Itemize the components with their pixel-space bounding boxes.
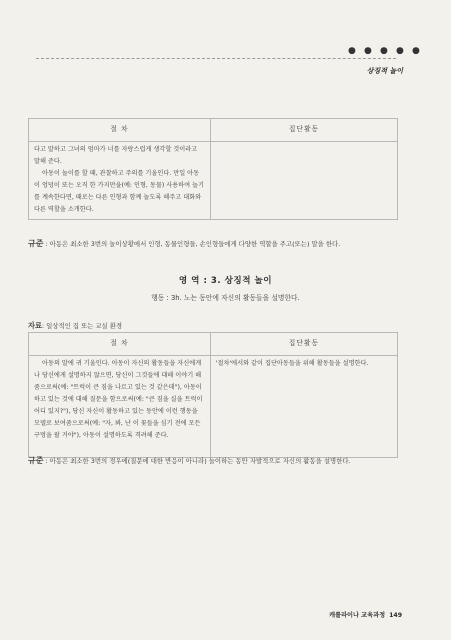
materials-text: : 일상적인 집 또는 교실 환경 [41,322,123,330]
criterion-body: : 아동은 최소한 3번의 경우에(질문에 대한 반응이 아니라) 놀이하는 동안 자발적으로 자신의 활동을 설명한다. [45,457,351,465]
criterion-text [28,238,400,250]
procedure-cell [29,142,211,220]
domain-heading: 영 역 : 3. 상징적 놀이 [178,276,273,286]
column-header-procedure: 절 차 [29,119,211,142]
procedure-table [28,332,398,458]
page-number: 149 [389,612,402,619]
materials-label: 자료 [28,321,42,330]
procedure-paragraph: 다고 말하고 그녀의 엄마가 너를 자랑스럽게 생각할 것이라고 말해 준다. [34,146,198,165]
group-activity-text: '절차'에서와 같이 집단아동들을 위해 활동들을 설명한다. [215,360,369,367]
materials-line [28,321,122,331]
column-header-group-activity: 집단활동 [210,119,397,142]
column-header-group-activity: 집단활동 [210,333,397,356]
procedure-table-continued [28,118,398,220]
group-activity-cell [210,142,397,220]
group-activity-cell [210,356,397,458]
book-title: 캐롤라이나 교육과정 [329,612,386,619]
header-dots: ● ● ● ● ● [348,46,423,56]
column-header-procedure: 절 차 [29,333,211,356]
procedure-cell [29,356,211,458]
criterion-text [28,455,400,467]
criterion-body: : 아동은 최소한 3번의 놀이상황에서 인형, 동물인형들, 손인형들에게 다양한 역할을 주고(또는) 말을 한다. [45,240,341,248]
header-divider [36,58,396,59]
criterion-label: 규준 [28,239,44,248]
page-footer [329,610,402,619]
procedure-paragraph: 아동이 놀이를 할 때, 관찰하고 주의를 기울인다. 만일 아동이 엉덩이 또는 오직 한 가지만을(예: 인형, 동물) 사용하여 놀기를 계속한다면, 때로는 다른 인형과 함께 놀도록 해주고 대화와 다른 역할을 소개한다. [34,170,205,213]
criterion-label: 규준 [28,456,44,465]
running-section-title: 상징적 놀이 [366,67,403,75]
behavior-heading: 행동 : 3h. 노는 동안에 자신의 활동들을 설명한다. [151,294,300,302]
procedure-paragraph: 아동의 말에 귀 기울인다. 아동이 자신의 활동들을 자신에게나 당신에게 설명하지 않으면, 당신이 그것들에 대해 이야기 해 줌으로써(예: "트럭이 큰 짐을 나르고 있는 것 같은데"), 아동이 하고 있는 것에 대해 질문을 함으로써(예: "큰 짐을 실을 트럭이 어디 있지?"), 당신 자신이 활동하고 있는 동안에 이런 행동을 모델로 보여줌으로써(예: "자, 봐, 난 이 꽃들을 심기 전에 모든 구멍을 팔 거야"), 아동이 설명하도록 격려해 준다. [34,360,203,439]
